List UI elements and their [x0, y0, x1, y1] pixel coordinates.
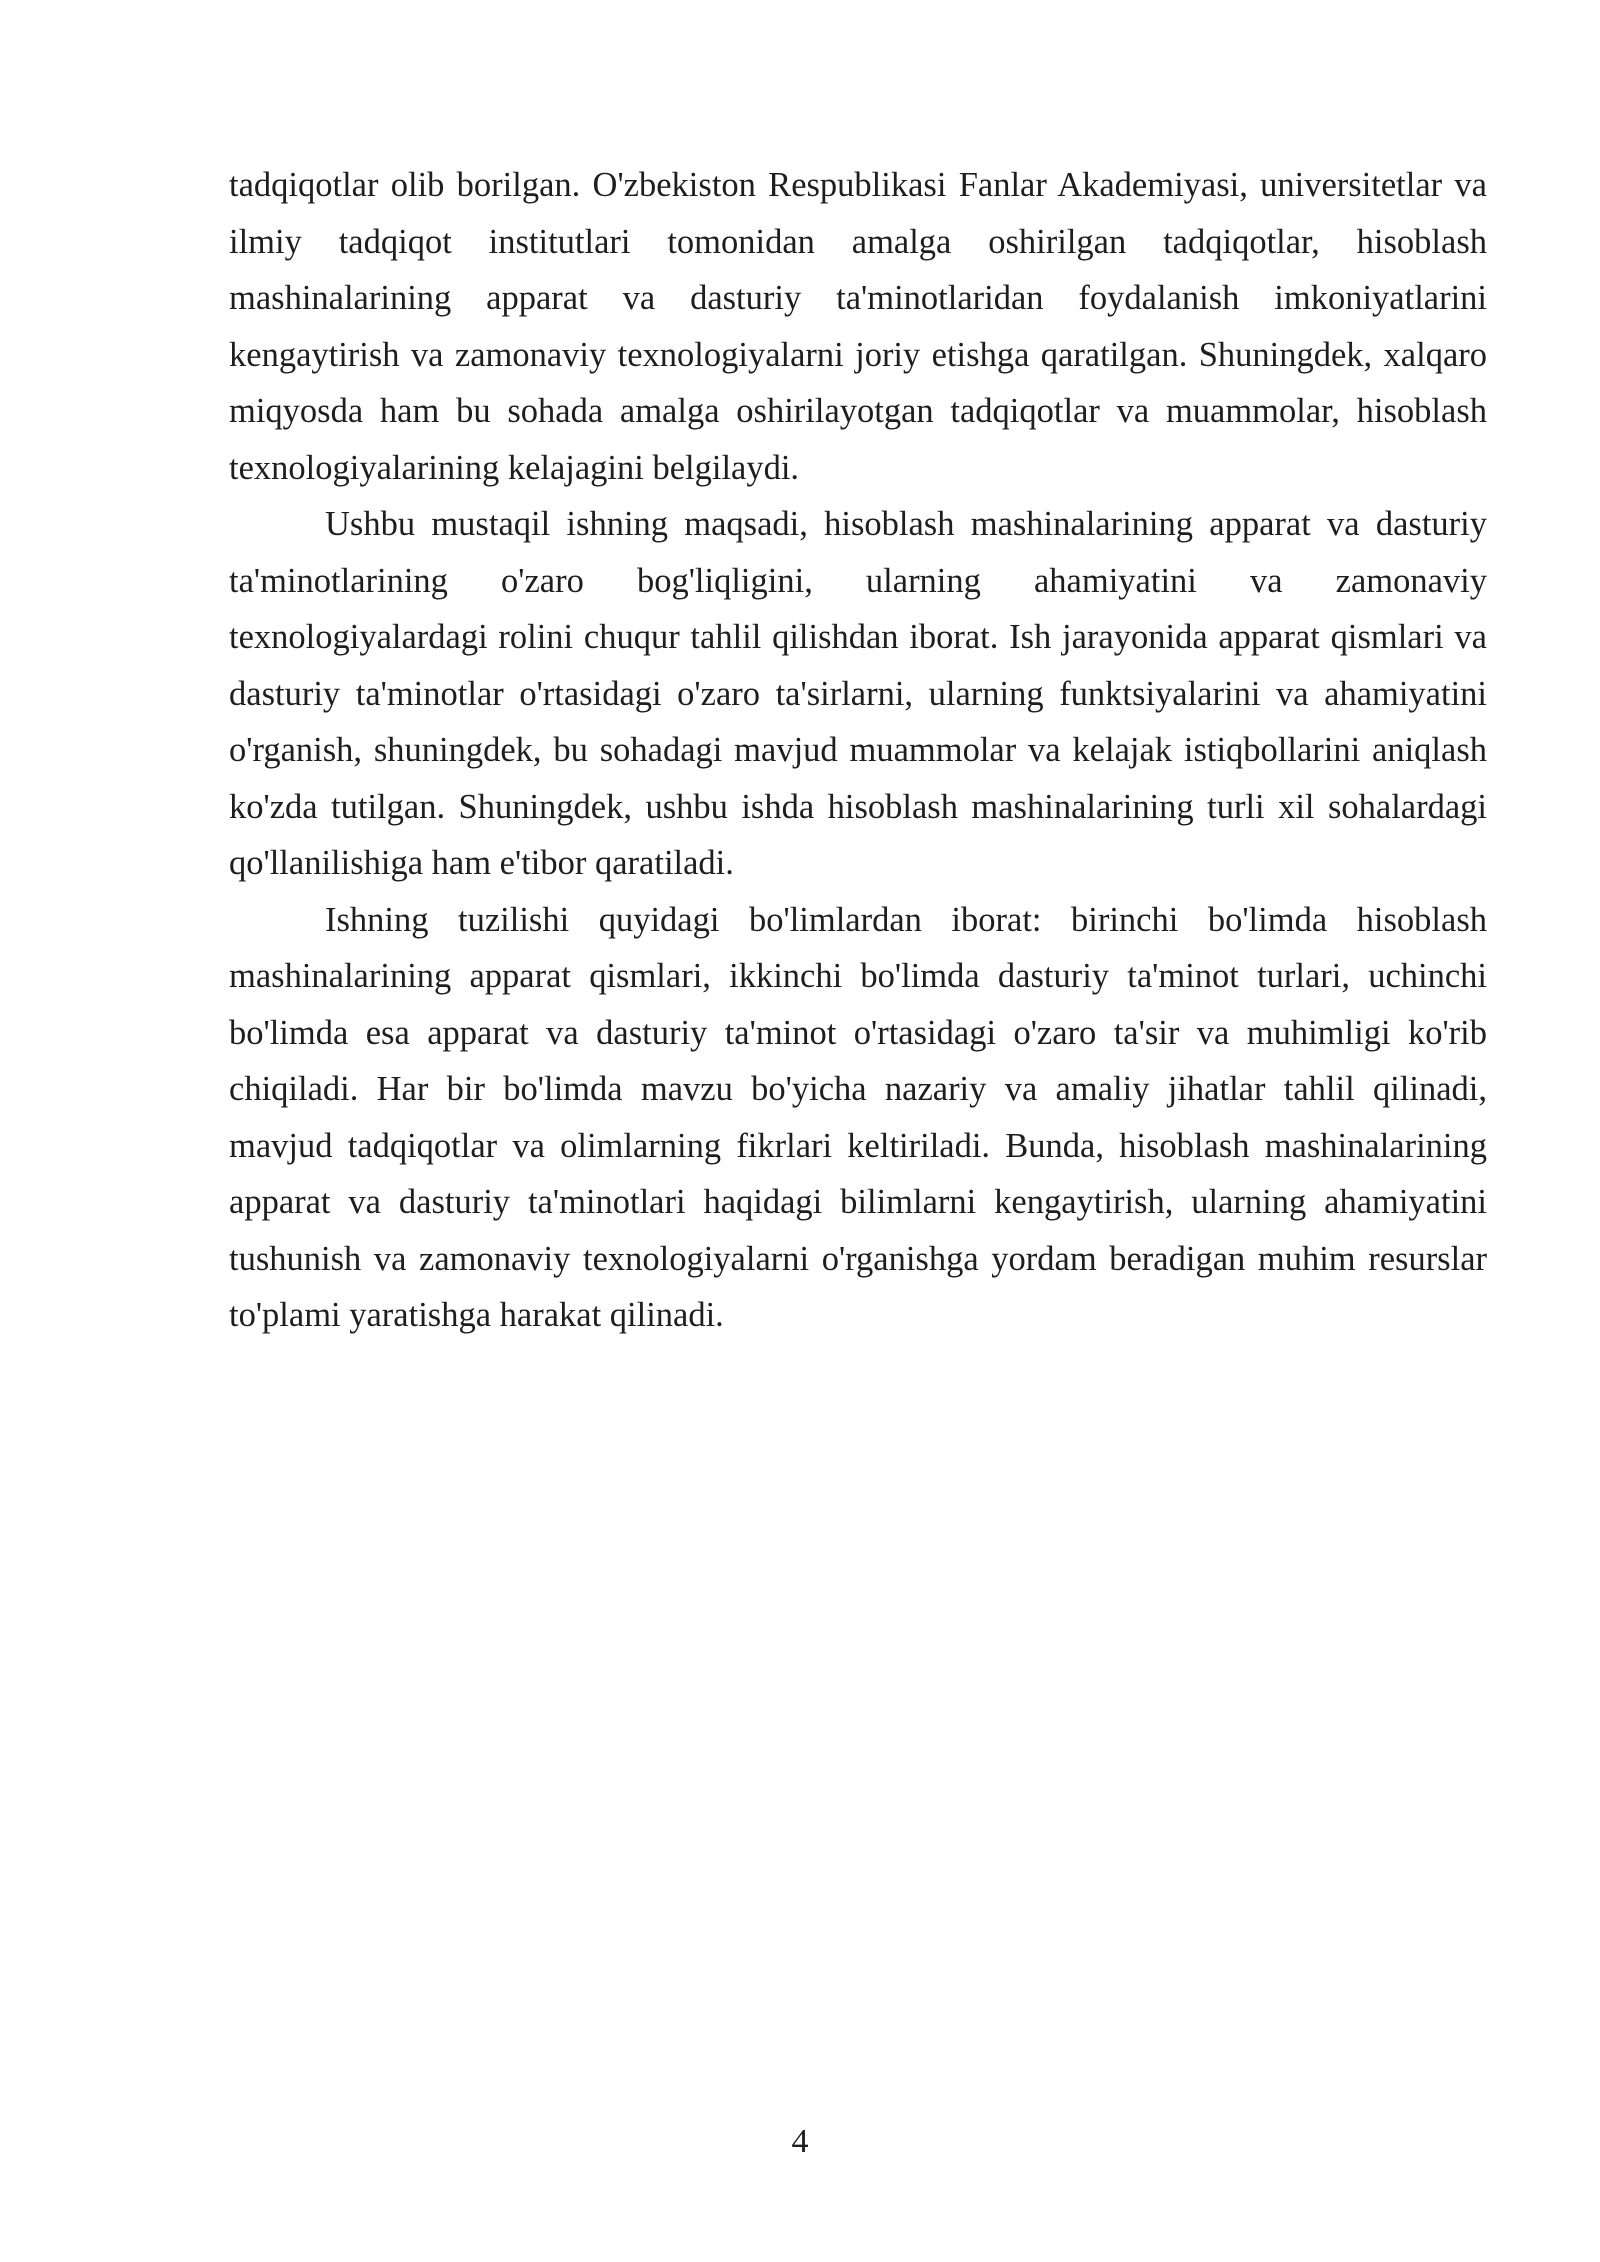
document-body: [229, 157, 1487, 1344]
paragraph-continued: tadqiqotlar olib borilgan. O'zbekiston Respublikasi Fanlar Akademiyasi, universitetlar va ilmiy tadqiqot institutlari tomonidan amalga oshirilgan tadqiqotlar, hisoblash mashinalarining apparat va dasturiy ta'minotlaridan foydalanish imkoniyatlarini kengaytirish va zamonaviy texnologiyalarni joriy etishga qaratilgan. Shuningdek, xalqaro miqyosda ham bu sohada amalga oshirilayotgan tadqiqotlar va muammolar, hisoblash texnologiyalarining kelajagini belgilaydi.: [229, 166, 1487, 487]
page-number: 4: [791, 2123, 809, 2160]
paragraph-structure: Ishning tuzilishi quyidagi bo'limlardan iborat: birinchi bo'limda hisoblash mashinalarining apparat qismlari, ikkinchi bo'limda dasturiy ta'minot turlari, uchinchi bo'limda esa apparat va dasturiy ta'minot o'rtasidagi o'zaro ta'sir va muhimligi ko'rib chiqiladi. Har bir bo'limda mavzu bo'yicha nazariy va amaliy jihatlar tahlil qilinadi, mavjud tadqiqotlar va olimlarning fikrlari keltiriladi. Bunda, hisoblash mashinalarining apparat va dasturiy ta'minotlari haqidagi bilimlarni kengaytirish, ularning ahamiyatini tushunish va zamonaviy texnologiyalarni o'rganishga yordam beradigan muhim resurslar to'plami yaratishga harakat qilinadi.: [229, 900, 1487, 1334]
paragraph-purpose: Ushbu mustaqil ishning maqsadi, hisoblash mashinalarining apparat va dasturiy ta'minotlarining o'zaro bog'liqligini, ularning ahamiyatini va zamonaviy texnologiyalardagi rolini chuqur tahlil qilishdan iborat. Ish jarayonida apparat qismlari va dasturiy ta'minotlar o'rtasidagi o'zaro ta'sirlarni, ularning funktsiyalarini va ahamiyatini o'rganish, shuningdek, bu sohadagi mavjud muammolar va kelajak istiqbollarini aniqlash ko'zda tutilgan. Shuningdek, ushbu ishda hisoblash mashinalarining turli xil sohalardagi qo'llanilishiga ham e'tibor qaratiladi.: [229, 505, 1487, 882]
